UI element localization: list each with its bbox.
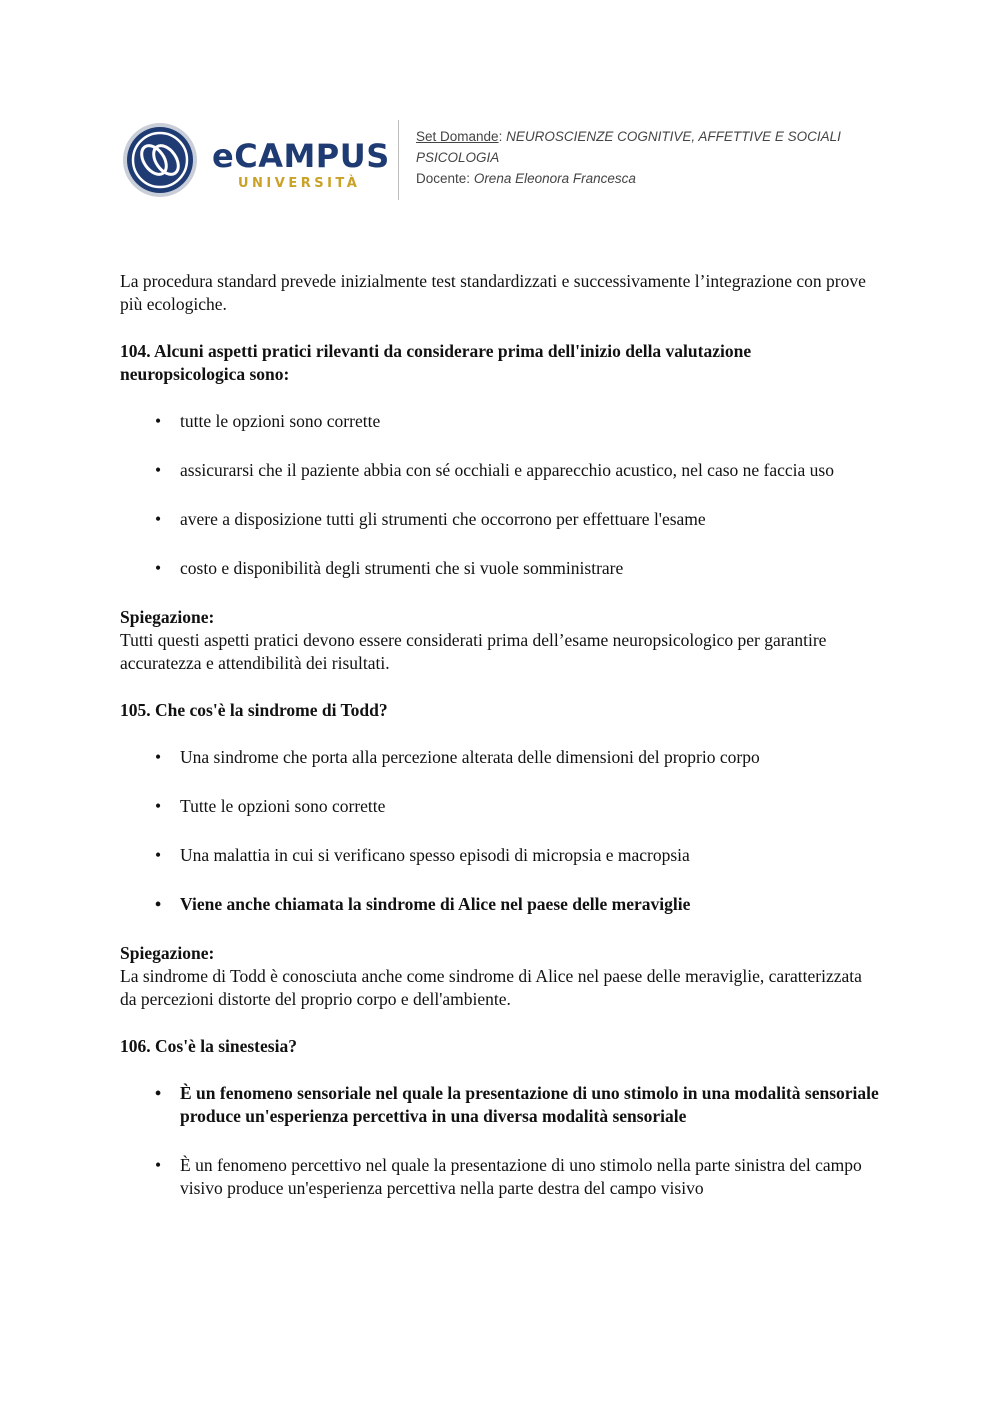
teacher-label: Docente: [416, 171, 467, 186]
list-item: • avere a disposizione tutti gli strumenti che occorrono per effettuare l'esame: [120, 508, 880, 531]
explanation-text: La sindrome di Todd è conosciuta anche come sindrome di Alice nel paese delle meraviglie, caratterizzata da percezioni distorte del proprio corpo e dell'ambiente.: [120, 966, 862, 1009]
explanation-label: Spiegazione:: [120, 607, 215, 627]
explanation-text: Tutti questi aspetti pratici devono essere considerati prima dell’esame neuropsicologico per garantire accuratezza e attendibilità dei risultati.: [120, 630, 827, 673]
intro-paragraph: La procedura standard prevede inizialmente test standardizzati e successivamente l’integrazione con prove più ecologiche.: [120, 271, 866, 314]
list-item: • costo e disponibilità degli strumenti che si vuole somministrare: [120, 557, 880, 580]
set-line: Set Domande: NEUROSCIENZE COGNITIVE, AFFETTIVE E SOCIALI: [416, 129, 841, 144]
question-106-options: [120, 1082, 880, 1200]
course-name: PSICOLOGIA: [416, 150, 500, 165]
header-info: [416, 126, 841, 189]
list-item: • Una malattia in cui si verificano spesso episodi di micropsia e macropsia: [120, 844, 880, 867]
document-header: [120, 118, 900, 202]
teacher-name: Orena Eleonora Francesca: [473, 171, 636, 186]
list-item: • assicurarsi che il paziente abbia con sé occhiali e apparecchio acustico, nel caso ne faccia uso: [120, 459, 880, 482]
header-divider: [398, 120, 399, 200]
set-label: Set Domande: [416, 129, 499, 144]
document-body: [120, 270, 880, 1226]
list-item: • Tutte le opzioni sono corrette: [120, 795, 880, 818]
list-item-correct: • Viene anche chiamata la sindrome di Alice nel paese delle meraviglie: [120, 893, 880, 916]
set-value: NEUROSCIENZE COGNITIVE, AFFETTIVE E SOCIALI: [506, 129, 841, 144]
ecampus-emblem-icon: [122, 122, 198, 198]
question-105-options: [120, 746, 880, 916]
ecampus-logo: [120, 118, 390, 202]
question-104-title: 104. Alcuni aspetti pratici rilevanti da considerare prima dell'inizio della valutazione neuropsicologica sono:: [120, 341, 752, 384]
list-item: • Una sindrome che porta alla percezione alterata delle dimensioni del proprio corpo: [120, 746, 880, 769]
list-item: • tutte le opzioni sono corrette: [120, 410, 880, 433]
question-104-options: [120, 410, 880, 580]
question-105-title: 105. Che cos'è la sindrome di Todd?: [120, 700, 388, 720]
logo-wordmark: eCAMPUS: [212, 137, 390, 175]
question-106-title: 106. Cos'è la sinestesia?: [120, 1036, 297, 1056]
list-item-correct: • È un fenomeno sensoriale nel quale la presentazione di uno stimolo in una modalità sensoriale produce un'esperienza percettiva in una diversa modalità sensoriale: [120, 1082, 880, 1128]
teacher-line: Docente: Orena Eleonora Francesca: [416, 171, 636, 186]
list-item: • È un fenomeno percettivo nel quale la presentazione di uno stimolo nella parte sinistra del campo visivo produce un'esperienza percettiva nella parte destra del campo visivo: [120, 1154, 880, 1200]
explanation-label: Spiegazione:: [120, 943, 215, 963]
logo-subtitle: UNIVERSITÀ: [238, 176, 361, 191]
